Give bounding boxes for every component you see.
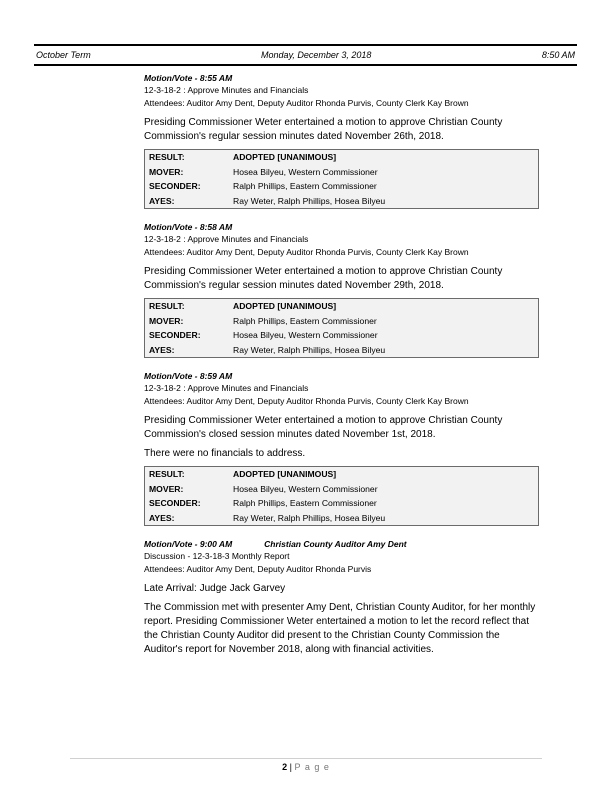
header-date: Monday, December 3, 2018 [261,50,372,60]
result-label: RESULT: [149,469,185,480]
discussion-time: Motion/Vote - 9:00 AM [144,539,233,549]
motion-text: Presiding Commissioner Weter entertained a motion to approve Christian County Commission's regular session minutes dated November 26th, 2018. [144,117,503,142]
result-row [145,150,539,165]
seconder-label: SECONDER: [149,330,201,341]
mover-value: Hosea Bilyeu, Western Commissioner [233,483,378,494]
ayes-label: AYES: [149,512,175,523]
ayes-value: Ray Weter, Ralph Phillips, Hosea Bilyeu [233,512,386,523]
vote-result-table [144,149,539,209]
page-footer [0,762,612,772]
motion-text: Presiding Commissioner Weter entertained a motion to approve Christian County Commission's regular session minutes dated November 29th, 2018. [144,266,503,291]
discussion-block [144,539,540,657]
attendees: Attendees: Auditor Amy Dent, Deputy Auditor Rhonda Purvis, County Clerk Kay Brown [144,98,469,108]
attendees: Attendees: Auditor Amy Dent, Deputy Auditor Rhonda Purvis, County Clerk Kay Brown [144,396,469,406]
motion-block [144,371,540,526]
seconder-value: Ralph Phillips, Eastern Commissioner [233,498,377,509]
minutes-content [144,73,540,670]
page-number: 2 [282,762,288,772]
page-header [34,44,577,66]
late-arrival: Late Arrival: Judge Jack Garvey [144,583,286,594]
result-row [145,299,539,314]
vote-result-table [144,298,539,358]
presenter-name: Christian County Auditor Amy Dent [264,539,407,549]
mover-row [145,314,539,329]
seconder-row [145,179,539,194]
ayes-value: Ray Weter, Ralph Phillips, Hosea Bilyeu [233,344,386,355]
seconder-value: Hosea Bilyeu, Western Commissioner [233,330,378,341]
page-separator: | [287,762,295,772]
mover-value: Hosea Bilyeu, Western Commissioner [233,166,378,177]
motion-block [144,73,540,209]
result-label: RESULT: [149,301,185,312]
header-term: October Term [36,50,91,60]
motion-title: Motion/Vote - 8:58 AM [144,222,233,232]
ayes-row [145,511,539,526]
result-value: ADOPTED [UNANIMOUS] [233,152,337,163]
page-word: P a g e [294,762,330,772]
vote-result-table [144,466,539,526]
seconder-label: SECONDER: [149,181,201,192]
ayes-row [145,194,539,209]
agenda-item: 12-3-18-2 : Approve Minutes and Financials [144,85,309,95]
mover-row [145,482,539,497]
result-value: ADOPTED [UNANIMOUS] [233,301,337,312]
ayes-label: AYES: [149,344,175,355]
motion-text: Presiding Commissioner Weter entertained a motion to approve Christian County Commission's closed session minutes dated November 1st, 2018. [144,415,503,440]
mover-label: MOVER: [149,483,184,494]
ayes-label: AYES: [149,195,175,206]
seconder-row [145,496,539,511]
attendees: Attendees: Auditor Amy Dent, Deputy Auditor Rhonda Purvis [144,564,372,574]
discussion-title [144,539,540,550]
result-label: RESULT: [149,152,185,163]
discussion-text: The Commission met with presenter Amy Dent, Christian County Auditor, for her monthly report. Presiding Commissioner Weter entertained a motion to let the record reflect that the Christian County Auditor did present to the Christian County Commission the Auditor's report for November 2018, along with financial activities. [144,602,536,655]
seconder-value: Ralph Phillips, Eastern Commissioner [233,181,377,192]
mover-label: MOVER: [149,166,184,177]
agenda-item: 12-3-18-2 : Approve Minutes and Financials [144,234,309,244]
motion-title: Motion/Vote - 8:59 AM [144,371,233,381]
header-time: 8:50 AM [541,50,575,60]
attendees: Attendees: Auditor Amy Dent, Deputy Auditor Rhonda Purvis, County Clerk Kay Brown [144,247,469,257]
ayes-value: Ray Weter, Ralph Phillips, Hosea Bilyeu [233,195,386,206]
motion-block [144,222,540,358]
result-row [145,467,539,482]
ayes-row [145,343,539,358]
motion-title: Motion/Vote - 8:55 AM [144,73,233,83]
financials-note: There were no financials to address. [144,448,306,459]
seconder-label: SECONDER: [149,498,201,509]
agenda-item: 12-3-18-2 : Approve Minutes and Financials [144,383,309,393]
agenda-item: Discussion - 12-3-18-3 Monthly Report [144,551,290,561]
result-value: ADOPTED [UNANIMOUS] [233,469,337,480]
mover-value: Ralph Phillips, Eastern Commissioner [233,315,377,326]
mover-row [145,165,539,180]
mover-label: MOVER: [149,315,184,326]
footer-divider [70,758,542,759]
seconder-row [145,328,539,343]
